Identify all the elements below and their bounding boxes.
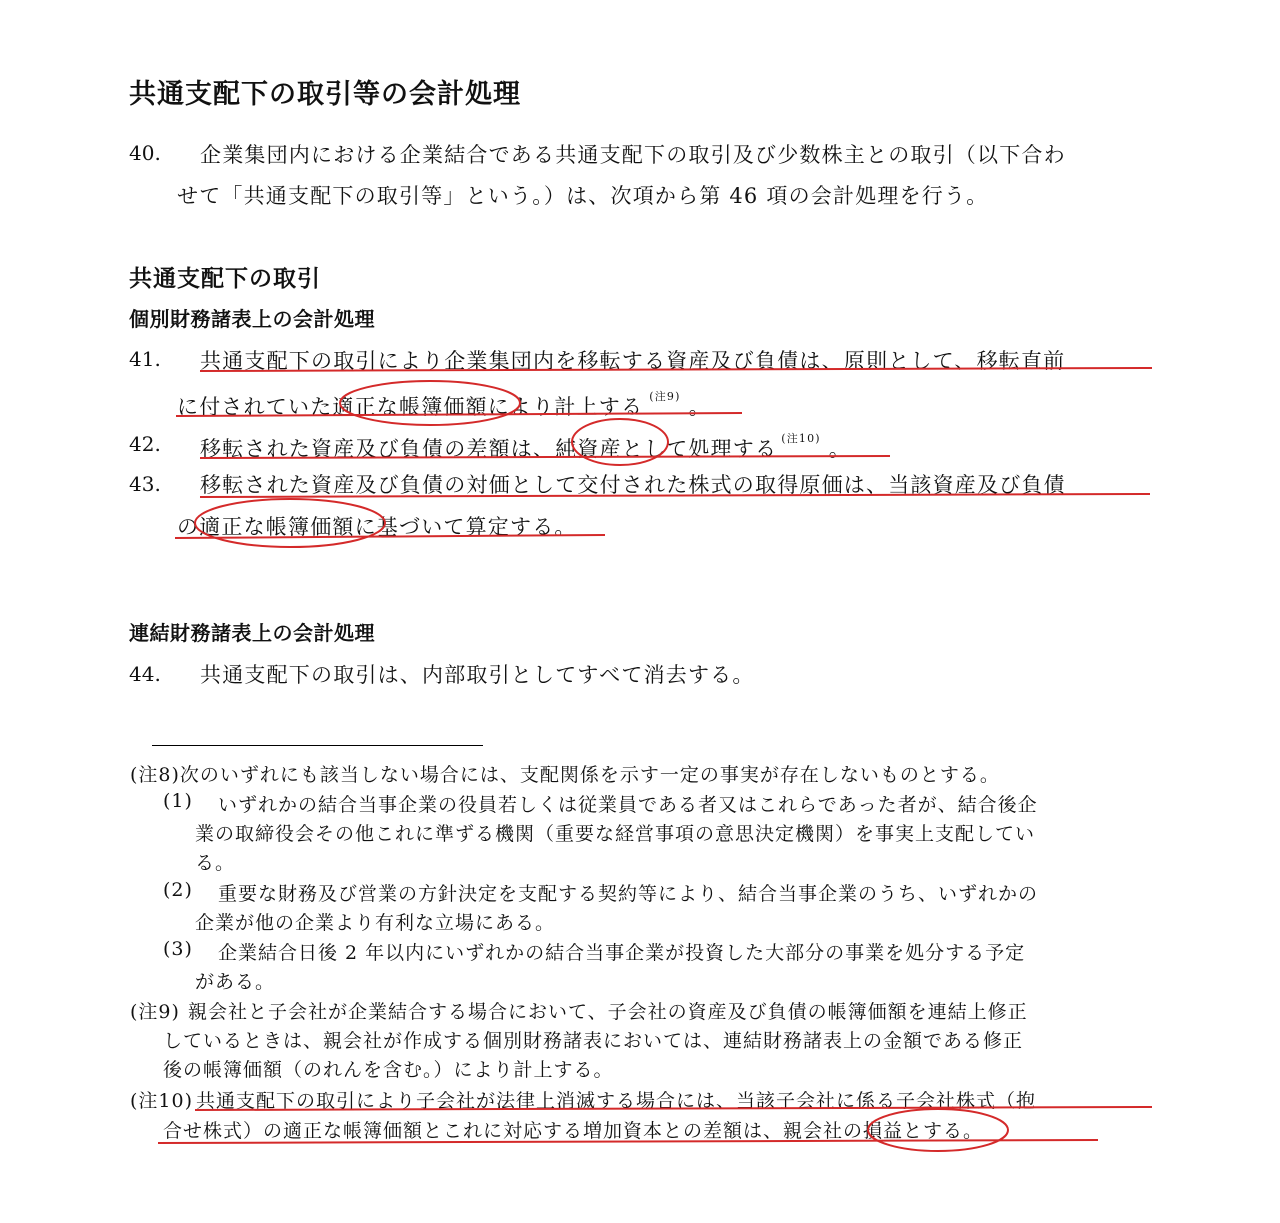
circle-net-assets-42 <box>572 419 668 465</box>
note-8-item-1-line2: 業の取締役会その他これに準ずる機関（重要な経営事項の意思決定機関）を事実上支配してい <box>195 823 1036 845</box>
note-8-item-1-line1: いずれかの結合当事企業の役員若しくは従業員である者又はこれらであった者が、結合後企 <box>218 794 1038 816</box>
note-8-label: (注8) <box>130 764 180 786</box>
para-41-number: 41. <box>129 347 161 371</box>
underline-para-43-line1 <box>200 494 1150 497</box>
note-8-item-2-label: (2) <box>163 879 193 901</box>
para-40-line1: 企業集団内における企業結合である共通支配下の取引及び少数株主との取引（以下合わ <box>200 143 1066 167</box>
circle-proper-book-value-43 <box>195 499 385 547</box>
para-40-line2: せて「共通支配下の取引等」という。）は、次項から第 46 項の会計処理を行う。 <box>177 184 989 208</box>
page-title: 共通支配下の取引等の会計処理 <box>129 79 521 110</box>
para-40-number: 40. <box>129 141 161 165</box>
note-8-item-3-line1: 企業結合日後 2 年以内にいずれかの結合当事企業が投資した大部分の事業を処分する予定 <box>218 942 1026 964</box>
para-41-line2: に付されていた適正な帳簿価額により計上する $^{(注9)}$ 。 <box>177 390 711 419</box>
para-43-line1: 移転された資産及び負債の対価として交付された株式の取得原価は、当該資産及び負債 <box>200 473 1066 497</box>
note-10-line2: 合せ株式）の適正な帳簿価額とこれに対応する増加資本との差額は、親会社の損益とする。 <box>163 1120 984 1142</box>
section-common-control: 共通支配下の取引 <box>129 266 321 292</box>
note-9-line2: しているときは、親会社が作成する個別財務諸表においては、連結財務諸表上の金額である修正 <box>163 1030 1024 1052</box>
para-42-note-ref: (注10) <box>781 432 821 445</box>
note-10-line1: 共通支配下の取引により子会社が法律上消滅する場合には、当該子会社に係る子会社株式（抱 <box>196 1090 1037 1112</box>
underline-para-41-line1 <box>200 368 1152 371</box>
note-8-item-3-label: (3) <box>163 938 193 960</box>
subsection-individual: 個別財務諸表上の会計処理 <box>129 307 375 331</box>
note-8-item-1-label: (1) <box>163 790 193 812</box>
note-8-item-1-line3: る。 <box>195 852 236 874</box>
para-44-line1: 共通支配下の取引は、内部取引としてすべて消去する。 <box>200 663 755 687</box>
para-43-line2: の適正な帳簿価額に基づいて算定する。 <box>177 515 577 539</box>
para-42-number: 42. <box>129 432 161 456</box>
note-9-line3: 後の帳簿価額（のれんを含む。）により計上する。 <box>163 1059 614 1081</box>
note-8-item-3-line2: がある。 <box>195 971 276 993</box>
underline-para-41-line2 <box>176 413 742 416</box>
circle-proper-book-value-41 <box>340 381 520 425</box>
note-9-label: (注9) <box>130 1001 180 1023</box>
underline-para-43-line2 <box>175 535 605 538</box>
underline-para-42 <box>200 456 890 458</box>
para-41-note-ref: (注9) <box>649 390 681 403</box>
para-42-line1: 移転された資産及び負債の差額は、純資産として処理する $^{(注10)}$ 。 <box>200 432 851 461</box>
underline-note-10-line2 <box>158 1140 1098 1143</box>
para-41-line1: 共通支配下の取引により企業集団内を移転する資産及び負債は、原則として、移転直前 <box>200 349 1066 373</box>
para-43-number: 43. <box>129 472 161 496</box>
note-8-item-2-line1: 重要な財務及び営業の方針決定を支配する契約等により、結合当事企業のうち、いずれかの <box>218 883 1039 905</box>
subsection-consolidated: 連結財務諸表上の会計処理 <box>129 621 375 645</box>
note-10-label: (注10) <box>130 1090 194 1112</box>
para-44-number: 44. <box>129 662 161 686</box>
circle-parent-profit-loss <box>868 1109 1008 1151</box>
note-8-text: 次のいずれにも該当しない場合には、支配関係を示す一定の事実が存在しないものとする。 <box>179 764 1000 786</box>
note-9-line1: 親会社と子会社が企業結合する場合において、子会社の資産及び負債の帳簿価額を連結上修正 <box>188 1001 1028 1023</box>
underline-note-10-line1 <box>195 1107 1152 1110</box>
note-8-item-2-line2: 企業が他の企業より有利な立場にある。 <box>195 912 556 934</box>
